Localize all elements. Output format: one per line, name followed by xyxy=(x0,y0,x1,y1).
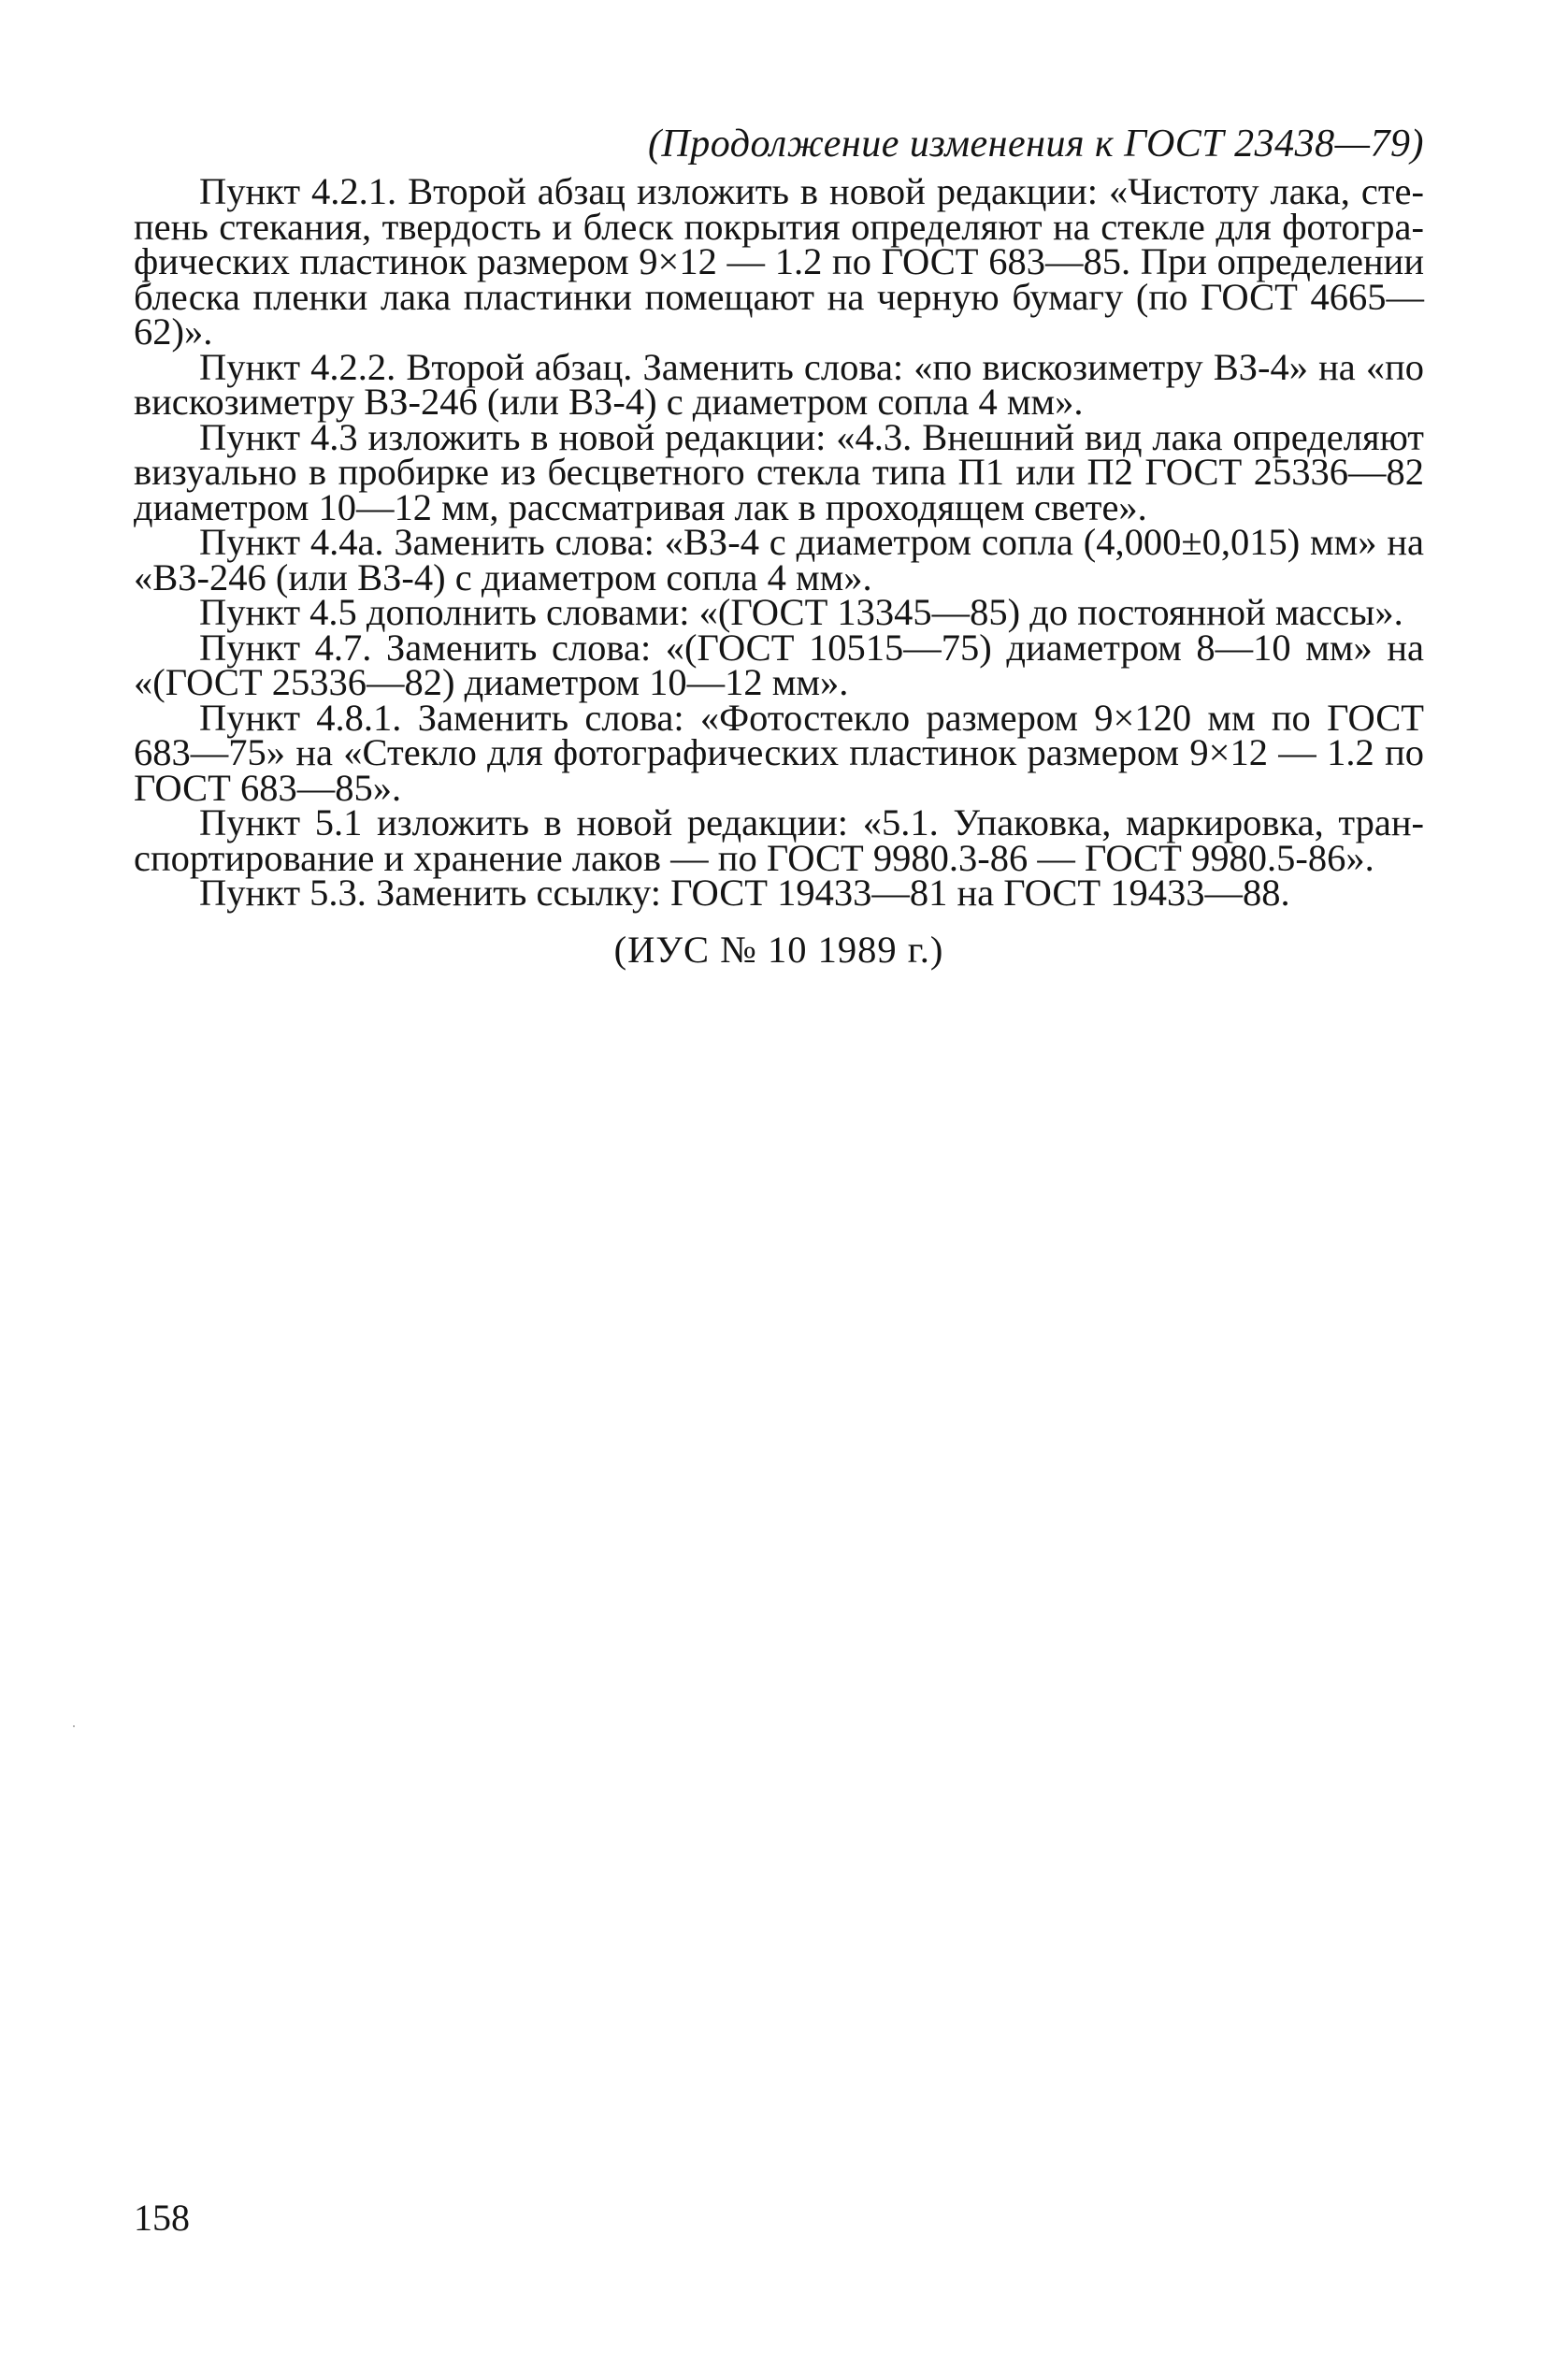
paragraph-4-5: Пункт 4.5 дополнить словами: «(ГОСТ 13345—85) до постоянной массы». xyxy=(199,591,1403,633)
paragraph-4-4a: Пункт 4.4а. Заменить слова: «ВЗ-4 с диаметром сопла (4,000±0,015) мм» на «ВЗ-246 (или ВЗ-4) с диаметром сопла 4 мм». xyxy=(134,521,1424,598)
scan-speck xyxy=(73,1725,75,1727)
paragraph-4-2-1: Пункт 4.2.1. Второй абзац изложить в новой редакции: «Чистоту лака, степень стекания, твердость и блеск покрытия определяют на стекле для фотографических пластинок размером 9×12 — 1.2 по ГОСТ 683—85. При определении блеска пленки лака пластинки помещают на черную бумагу (по ГОСТ 4665—62)». xyxy=(134,170,1424,353)
source-note: (ИУС № 10 1989 г.) xyxy=(613,928,944,971)
paragraph-4-2-2: Пункт 4.2.2. Второй абзац. Заменить слова: «по вискозиметру ВЗ-4» на «по вискозиметру ВЗ-246 (или ВЗ-4) с диаметром сопла 4 мм». xyxy=(134,345,1424,423)
paragraph-4-3: Пункт 4.3 изложить в новой редакции: «4.3. Внешний вид лака определяют визуально в пробирке из бесцветного стекла типа П1 или П2 ГОСТ 25336—82 диаметром 10—12 мм, рассматривая лак в проходящем свете». xyxy=(134,415,1424,528)
paragraph-5-1: Пункт 5.1 изложить в новой редакции: «5.1. Упаковка, маркировка, транспортирование и хранение лаков — по ГОСТ 9980.3-86 — ГОСТ 9980.5-86». xyxy=(134,801,1424,879)
paragraph-4-7: Пункт 4.7. Заменить слова: «(ГОСТ 10515—75) диаметром 8—10 мм» на «(ГОСТ 25336—82) диаметром 10—12 мм». xyxy=(134,626,1424,703)
running-title: (Продолжение изменения к ГОСТ 23438—79) xyxy=(647,123,1424,166)
page-number: 158 xyxy=(134,2197,190,2239)
paragraph-4-8-1: Пункт 4.8.1. Заменить слова: «Фотостекло размером 9×120 мм по ГОСТ 683—75» на «Стекло для фотографических пластинок размером 9×12 — 1.2 по ГОСТ 683—85». xyxy=(134,696,1424,809)
paragraph-5-3: Пункт 5.3. Заменить ссылку: ГОСТ 19433—81 на ГОСТ 19433—88. xyxy=(199,872,1290,914)
amendment-text xyxy=(134,170,1424,971)
